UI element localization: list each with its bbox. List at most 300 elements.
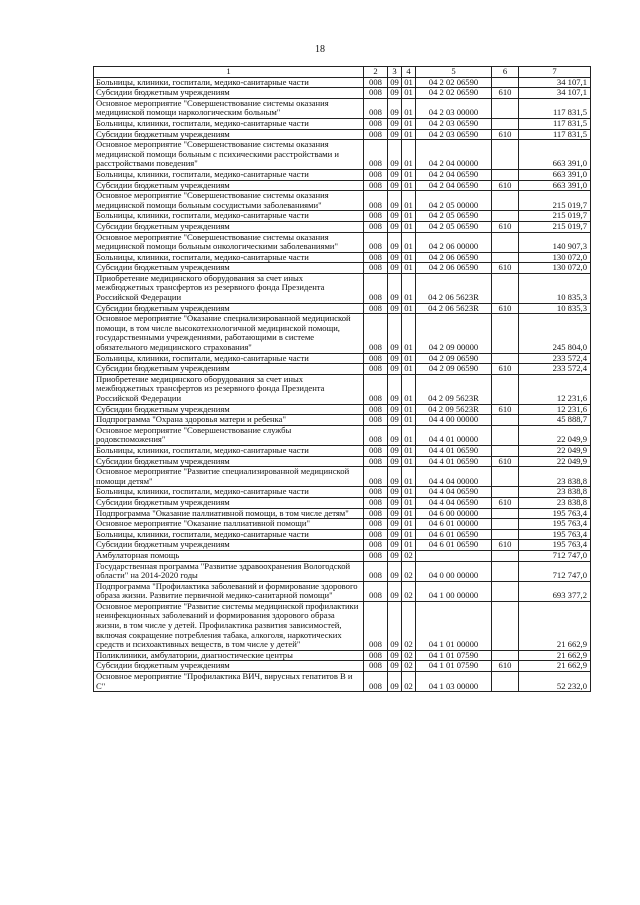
row-amount: 52 232,0 [519,672,591,692]
table-row [94,581,591,601]
row-description: Подпрограмма "Оказание паллиативной помощи, в том числе детям" [94,508,364,519]
row-description: Субсидии бюджетным учреждениям [94,540,364,551]
row-amount: 233 572,4 [519,364,591,375]
row-amount: 712 747,0 [519,561,591,581]
row-description: Больницы, клиники, госпитали, медико-санитарные части [94,252,364,263]
table-row [94,415,591,426]
table-row [94,508,591,519]
row-amount: 245 804,0 [519,314,591,353]
row-expense-type: 610 [492,303,519,314]
row-section-code: 09 [388,303,402,314]
row-section-code: 09 [388,118,402,129]
row-subsection-code: 01 [402,497,416,508]
row-target-article: 04 2 09 06590 [416,364,492,375]
row-ministry-code: 008 [364,529,388,540]
table-row [94,467,591,487]
table-row [94,180,591,191]
row-description: Больницы, клиники, госпитали, медико-санитарные части [94,487,364,498]
row-ministry-code: 008 [364,140,388,170]
row-description: Основное мероприятие "Совершенствование системы оказания медицинской помощи больным сосудистыми заболеваниями" [94,191,364,211]
row-expense-type [492,140,519,170]
row-section-code: 09 [388,273,402,303]
row-description: Субсидии бюджетным учреждениям [94,364,364,375]
row-subsection-code: 01 [402,540,416,551]
row-target-article: 04 1 01 00000 [416,601,492,650]
row-section-code: 09 [388,550,402,561]
row-section-code: 09 [388,221,402,232]
row-section-code: 09 [388,661,402,672]
row-ministry-code: 008 [364,303,388,314]
row-target-article: 04 1 00 00000 [416,581,492,601]
table-row [94,129,591,140]
row-ministry-code: 008 [364,650,388,661]
row-subsection-code: 01 [402,314,416,353]
row-subsection-code: 01 [402,273,416,303]
row-ministry-code: 008 [364,497,388,508]
row-subsection-code: 02 [402,601,416,650]
row-target-article: 04 2 03 00000 [416,98,492,118]
row-ministry-code: 008 [364,415,388,426]
row-description: Приобретение медицинского оборудования за счет иных межбюджетных трансфертов из резервного фонда Президента Российской Федерации [94,374,364,404]
row-expense-type [492,508,519,519]
row-expense-type [492,581,519,601]
row-section-code: 09 [388,374,402,404]
row-target-article: 04 2 05 00000 [416,191,492,211]
row-expense-type: 610 [492,456,519,467]
row-target-article: 04 2 06 5623R [416,273,492,303]
row-ministry-code: 008 [364,672,388,692]
row-subsection-code: 01 [402,529,416,540]
row-description: Субсидии бюджетным учреждениям [94,456,364,467]
table-row [94,211,591,222]
row-target-article: 04 0 00 00000 [416,561,492,581]
row-expense-type: 610 [492,88,519,99]
row-target-article: 04 1 01 07590 [416,650,492,661]
row-target-article: 04 1 01 07590 [416,661,492,672]
table-row [94,98,591,118]
row-section-code: 09 [388,140,402,170]
table-row [94,263,591,274]
table-row [94,303,591,314]
row-target-article: 04 2 09 00000 [416,314,492,353]
row-amount: 21 662,9 [519,601,591,650]
row-expense-type: 610 [492,221,519,232]
row-target-article: 04 4 04 00000 [416,467,492,487]
row-ministry-code: 008 [364,232,388,252]
row-expense-type: 610 [492,129,519,140]
row-amount: 663 391,0 [519,169,591,180]
row-target-article: 04 4 04 06590 [416,487,492,498]
table-row [94,561,591,581]
row-expense-type [492,353,519,364]
row-subsection-code: 02 [402,661,416,672]
row-ministry-code: 008 [364,508,388,519]
table-row [94,445,591,456]
table-row [94,314,591,353]
row-subsection-code: 01 [402,445,416,456]
row-expense-type [492,445,519,456]
row-ministry-code: 008 [364,374,388,404]
row-amount: 22 049,9 [519,445,591,456]
row-ministry-code: 008 [364,404,388,415]
row-section-code: 09 [388,497,402,508]
row-target-article: 04 2 06 06590 [416,263,492,274]
row-target-article: 04 2 05 06590 [416,211,492,222]
row-description: Основное мероприятие "Совершенствование системы оказания медицинской помощи больным онкологическими заболеваниями" [94,232,364,252]
row-description: Больницы, клиники, госпитали, медико-санитарные части [94,118,364,129]
row-subsection-code: 01 [402,487,416,498]
row-description: Основное мероприятие "Профилактика ВИЧ, вирусных гепатитов В и С" [94,672,364,692]
row-target-article: 04 4 00 00000 [416,415,492,426]
row-expense-type: 610 [492,364,519,375]
row-description: Основное мероприятие "Развитие системы медицинской профилактики неинфекционных заболеваний и формирования здорового образа жизни, в том числе у детей. Профилактика развития зависимостей, включая сокращение потребления табака, алкоголя, наркотических средств и психоактивных веществ, в том числе у детей" [94,601,364,650]
row-expense-type [492,211,519,222]
row-amount: 215 019,7 [519,191,591,211]
row-subsection-code: 02 [402,581,416,601]
row-expense-type [492,550,519,561]
row-section-code: 09 [388,129,402,140]
row-section-code: 09 [388,540,402,551]
column-header: 7 [519,67,591,78]
row-expense-type [492,487,519,498]
table-row [94,425,591,445]
row-amount: 10 835,3 [519,303,591,314]
row-expense-type [492,374,519,404]
row-expense-type [492,425,519,445]
row-ministry-code: 008 [364,364,388,375]
column-header: 6 [492,67,519,78]
column-header: 4 [402,67,416,78]
row-expense-type: 610 [492,661,519,672]
row-expense-type [492,467,519,487]
row-amount: 22 049,9 [519,456,591,467]
row-subsection-code: 01 [402,467,416,487]
table-row [94,88,591,99]
row-subsection-code: 01 [402,98,416,118]
row-ministry-code: 008 [364,77,388,88]
row-target-article: 04 2 02 06590 [416,88,492,99]
row-section-code: 09 [388,672,402,692]
table-row [94,169,591,180]
row-ministry-code: 008 [364,540,388,551]
row-description: Основное мероприятие "Совершенствование службы родовспоможения" [94,425,364,445]
row-subsection-code: 01 [402,232,416,252]
row-target-article: 04 4 01 00000 [416,425,492,445]
row-amount: 130 072,0 [519,252,591,263]
column-header: 5 [416,67,492,78]
row-amount: 693 377,2 [519,581,591,601]
row-subsection-code: 01 [402,129,416,140]
row-section-code: 09 [388,232,402,252]
row-ministry-code: 008 [364,487,388,498]
row-section-code: 09 [388,77,402,88]
row-section-code: 09 [388,529,402,540]
row-amount: 23 838,8 [519,467,591,487]
row-subsection-code: 01 [402,221,416,232]
row-amount: 34 107,1 [519,77,591,88]
row-description: Поликлиники, амбулатории, диагностические центры [94,650,364,661]
row-subsection-code: 01 [402,404,416,415]
row-section-code: 09 [388,404,402,415]
row-subsection-code: 01 [402,508,416,519]
row-amount: 215 019,7 [519,211,591,222]
row-ministry-code: 008 [364,445,388,456]
table-row [94,374,591,404]
row-expense-type [492,650,519,661]
row-ministry-code: 008 [364,221,388,232]
row-target-article: 04 4 01 06590 [416,445,492,456]
table-row [94,140,591,170]
row-subsection-code: 02 [402,672,416,692]
row-amount: 215 019,7 [519,221,591,232]
row-target-article [416,550,492,561]
table-row [94,672,591,692]
row-description: Основное мероприятие "Совершенствование системы оказания медицинской помощи больным с психическими расстройствами и расстройствами поведения" [94,140,364,170]
row-expense-type [492,118,519,129]
row-amount: 117 831,5 [519,118,591,129]
row-subsection-code: 01 [402,519,416,530]
row-description: Амбулаторная помощь [94,550,364,561]
row-amount: 117 831,5 [519,98,591,118]
row-amount: 21 662,9 [519,661,591,672]
row-ministry-code: 008 [364,314,388,353]
row-target-article: 04 2 06 5623R [416,303,492,314]
row-ministry-code: 008 [364,180,388,191]
row-target-article: 04 2 06 06590 [416,252,492,263]
row-amount: 117 831,5 [519,129,591,140]
row-section-code: 09 [388,415,402,426]
row-amount: 712 747,0 [519,550,591,561]
row-target-article: 04 2 09 06590 [416,353,492,364]
row-amount: 140 907,3 [519,232,591,252]
row-ministry-code: 008 [364,661,388,672]
row-ministry-code: 008 [364,550,388,561]
row-section-code: 09 [388,98,402,118]
row-subsection-code: 01 [402,118,416,129]
row-description: Больницы, клиники, госпитали, медико-санитарные части [94,211,364,222]
table-row [94,519,591,530]
row-amount: 130 072,0 [519,263,591,274]
budget-table-container [93,66,590,692]
table-row [94,661,591,672]
row-subsection-code: 01 [402,263,416,274]
row-ministry-code: 008 [364,601,388,650]
row-amount: 195 763,4 [519,529,591,540]
row-target-article: 04 2 09 5623R [416,404,492,415]
table-row [94,191,591,211]
row-description: Больницы, клиники, госпитали, медико-санитарные части [94,445,364,456]
row-ministry-code: 008 [364,191,388,211]
row-amount: 34 107,1 [519,88,591,99]
row-ministry-code: 008 [364,263,388,274]
row-expense-type [492,191,519,211]
row-ministry-code: 008 [364,467,388,487]
row-section-code: 09 [388,425,402,445]
row-ministry-code: 008 [364,425,388,445]
row-subsection-code: 02 [402,550,416,561]
row-section-code: 09 [388,519,402,530]
row-amount: 233 572,4 [519,353,591,364]
row-target-article: 04 2 09 5623R [416,374,492,404]
row-description: Больницы, клиники, госпитали, медико-санитарные части [94,353,364,364]
row-target-article: 04 2 05 06590 [416,221,492,232]
row-amount: 195 763,4 [519,519,591,530]
row-section-code: 09 [388,88,402,99]
row-description: Больницы, клиники, госпитали, медико-санитарные части [94,529,364,540]
row-section-code: 09 [388,456,402,467]
row-section-code: 09 [388,353,402,364]
table-row [94,118,591,129]
row-description: Субсидии бюджетным учреждениям [94,661,364,672]
row-amount: 23 838,8 [519,497,591,508]
row-description: Больницы, клиники, госпитали, медико-санитарные части [94,169,364,180]
table-row [94,456,591,467]
row-section-code: 09 [388,211,402,222]
row-expense-type [492,169,519,180]
row-expense-type [492,529,519,540]
row-subsection-code: 01 [402,353,416,364]
table-header-row [94,67,591,78]
row-subsection-code: 02 [402,561,416,581]
row-amount: 663 391,0 [519,180,591,191]
row-subsection-code: 01 [402,415,416,426]
row-description: Подпрограмма "Охрана здоровья матери и ребенка" [94,415,364,426]
table-row [94,650,591,661]
budget-table [93,66,591,692]
row-target-article: 04 2 04 06590 [416,169,492,180]
row-subsection-code: 01 [402,191,416,211]
row-subsection-code: 01 [402,180,416,191]
column-header: 1 [94,67,364,78]
row-ministry-code: 008 [364,88,388,99]
row-ministry-code: 008 [364,456,388,467]
row-expense-type: 610 [492,497,519,508]
row-expense-type [492,601,519,650]
row-amount: 12 231,6 [519,374,591,404]
row-target-article: 04 6 01 00000 [416,519,492,530]
row-section-code: 09 [388,314,402,353]
row-section-code: 09 [388,445,402,456]
table-row [94,487,591,498]
table-row [94,252,591,263]
row-section-code: 09 [388,252,402,263]
table-body [94,77,591,692]
row-description: Приобретение медицинского оборудования за счет иных межбюджетных трансфертов из резервного фонда Президента Российской Федерации [94,273,364,303]
row-target-article: 04 4 04 06590 [416,497,492,508]
row-ministry-code: 008 [364,273,388,303]
row-amount: 21 662,9 [519,650,591,661]
row-section-code: 09 [388,191,402,211]
table-row [94,77,591,88]
row-subsection-code: 01 [402,303,416,314]
table-row [94,353,591,364]
column-header: 3 [388,67,402,78]
row-target-article: 04 2 03 06590 [416,118,492,129]
row-description: Субсидии бюджетным учреждениям [94,180,364,191]
row-target-article: 04 2 06 00000 [416,232,492,252]
row-description: Субсидии бюджетным учреждениям [94,88,364,99]
row-section-code: 09 [388,650,402,661]
row-description: Государственная программа "Развитие здравоохранения Вологодской области" на 2014-2020 годы [94,561,364,581]
row-expense-type: 610 [492,263,519,274]
row-description: Подпрограмма "Профилактика заболеваний и формирование здорового образа жизни. Развитие первичной медико-санитарной помощи" [94,581,364,601]
row-expense-type [492,672,519,692]
table-row [94,601,591,650]
row-subsection-code: 01 [402,211,416,222]
row-subsection-code: 01 [402,456,416,467]
row-expense-type: 610 [492,180,519,191]
row-expense-type: 610 [492,540,519,551]
table-row [94,273,591,303]
row-expense-type [492,273,519,303]
row-expense-type [492,314,519,353]
row-target-article: 04 2 04 06590 [416,180,492,191]
row-description: Субсидии бюджетным учреждениям [94,221,364,232]
row-expense-type [492,77,519,88]
row-section-code: 09 [388,180,402,191]
row-subsection-code: 01 [402,140,416,170]
row-subsection-code: 01 [402,88,416,99]
row-amount: 10 835,3 [519,273,591,303]
table-row [94,404,591,415]
row-description: Больницы, клиники, госпитали, медико-санитарные части [94,77,364,88]
row-amount: 23 838,8 [519,487,591,498]
row-expense-type: 610 [492,404,519,415]
row-description: Основное мероприятие "Совершенствование системы оказания медицинской помощи наркологическим больным" [94,98,364,118]
row-target-article: 04 1 03 00000 [416,672,492,692]
row-target-article: 04 6 00 00000 [416,508,492,519]
row-section-code: 09 [388,581,402,601]
table-row [94,221,591,232]
table-row [94,364,591,375]
row-expense-type [492,415,519,426]
row-target-article: 04 2 03 06590 [416,129,492,140]
row-ministry-code: 008 [364,169,388,180]
row-subsection-code: 01 [402,252,416,263]
row-description: Субсидии бюджетным учреждениям [94,303,364,314]
row-section-code: 09 [388,467,402,487]
row-ministry-code: 008 [364,118,388,129]
row-expense-type [492,252,519,263]
row-ministry-code: 008 [364,561,388,581]
row-section-code: 09 [388,487,402,498]
row-description: Основное мероприятие "Развитие специализированной медицинской помощи детям" [94,467,364,487]
row-target-article: 04 6 01 06590 [416,529,492,540]
row-ministry-code: 008 [364,581,388,601]
table-row [94,529,591,540]
table-row [94,497,591,508]
row-section-code: 09 [388,561,402,581]
row-amount: 12 231,6 [519,404,591,415]
row-expense-type [492,519,519,530]
row-amount: 195 763,4 [519,540,591,551]
row-ministry-code: 008 [364,252,388,263]
row-description: Субсидии бюджетным учреждениям [94,404,364,415]
row-ministry-code: 008 [364,519,388,530]
row-amount: 22 049,9 [519,425,591,445]
row-description: Основное мероприятие "Оказание специализированной медицинской помощи, в том числе высокотехнологичной медицинской помощи, государственными учреждениями, работающими в системе обязательного медицинского страхования" [94,314,364,353]
row-section-code: 09 [388,263,402,274]
row-amount: 195 763,4 [519,508,591,519]
row-expense-type [492,232,519,252]
row-section-code: 09 [388,601,402,650]
row-subsection-code: 02 [402,650,416,661]
row-ministry-code: 008 [364,98,388,118]
row-expense-type [492,561,519,581]
row-expense-type [492,98,519,118]
row-description: Субсидии бюджетным учреждениям [94,129,364,140]
row-section-code: 09 [388,169,402,180]
